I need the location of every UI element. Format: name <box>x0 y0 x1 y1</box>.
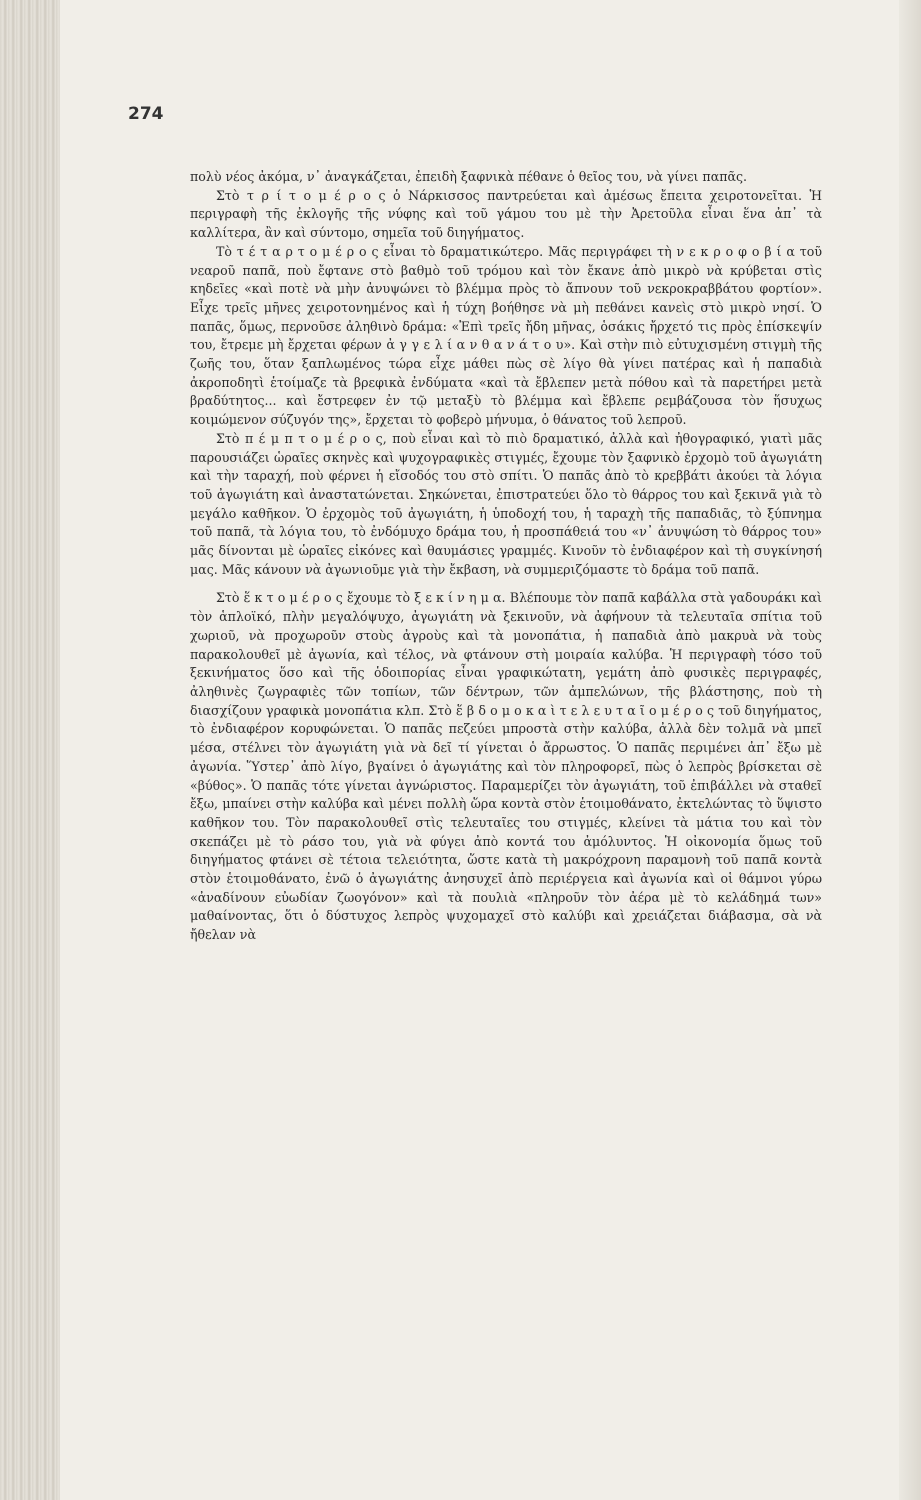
paragraph: Στὸ τ ρ ί τ ο μ έ ρ ο ς ὁ Νάρκισσος παντρεύεται καὶ ἀμέσως ἔπειτα χειροτονεῖται. Ἡ περιγραφὴ τῆς ἐκλογῆς τῆς νύφης καὶ τοῦ γάμου του μὲ τὴν Ἀρετοῦλα εἶναι ἕνα ἀπ᾽ τὰ καλλίτερα, ἂν καὶ σύντομο, σημεῖα τοῦ διηγήματος. <box>190 187 822 241</box>
paragraph: Στὸ ἕ κ τ ο μ έ ρ ο ς ἔχουμε τὸ ξ ε κ ί ν η μ α. Βλέπουμε τὸν παπᾶ καβάλλα στὰ γαδουράκι καὶ τὸν ἁπλοϊκό, πλὴν μεγαλόψυχο, ἀγωγιάτη νὰ ξεκινοῦν, νὰ ἀφήνουν τὰ τελευταῖα σπίτια τοῦ χωριοῦ, νὰ προχωροῦν στοὺς ἀγροὺς καὶ τὰ μονοπάτια, ἡ παπαδιὰ ἀπὸ μακρυὰ νὰ τοὺς παρακολουθεῖ μὲ ἀγωνία, καὶ τέλος, νὰ φτάνουν στὴ μοιραία καλύβα. Ἡ περιγραφὴ τόσο τοῦ ξεκινήματος ὅσο καὶ τῆς ὁδοιπορίας εἶναι γραφικώτατη, γεμάτη ἀπὸ φυσικὲς περιγραφές, ἀληθινὲς ζωγραφιὲς τῶν τοπίων, τῶν δέντρων, τῶν ἀμπελώνων, τῆς βλάστησης, ποὺ τὴ διασχίζουν γραφικὰ μονοπάτια κλπ. Στὸ ἕ β δ ο μ ο κ α ὶ τ ε λ ε υ τ α ῖ ο μ έ ρ ο ς τοῦ διηγήματος, τὸ ἐνδιαφέρον κορυφώνεται. Ὁ παπᾶς πεζεύει μπροστὰ στὴν καλύβα, ἀλλὰ δὲν τολμᾶ νὰ μπεῖ μέσα, στέλνει τὸν ἀγωγιάτη γιὰ νὰ δεῖ τί γίνεται ὁ ἄρρωστος. Ὁ παπᾶς περιμένει ἀπ᾽ ἔξω μὲ ἀγωνία. Ὕστερ᾽ ἀπὸ λίγο, βγαίνει ὁ ἀγωγιάτης καὶ τὸν πληροφορεῖ, πὼς ὁ λεπρὸς βρίσκεται σὲ «βύθος». Ὁ παπᾶς τότε γίνεται ἀγνώριστος. Παραμερίζει τὸν ἀγωγιάτη, τοῦ ἐπιβάλλει νὰ σταθεῖ ἔξω, μπαίνει στὴν καλύβα καὶ μένει πολλὴ ὥρα κοντὰ στὸν ἑτοιμοθάνατο, ἐκτελώντας τὸ ὕψιστο καθῆκον του. Τὸν παρακολουθεῖ στὶς τελευταῖες του στιγμές, κλείνει τὰ μάτια του καὶ τὸν σκεπάζει μὲ τὸ ράσο του, γιὰ νὰ φύγει ἀπὸ κοντά του ἀμόλυντος. Ἡ οἰκονομία ὅμως τοῦ διηγήματος φτάνει σὲ τέτοια τελειότητα, ὥστε κατὰ τὴ μακρόχρονη παραμονὴ τοῦ παπᾶ κοντὰ στὸν ἑτοιμοθάνατο, ἐνῶ ὁ ἀγωγιάτης ἀνησυχεῖ ἀπὸ περιέργεια καὶ ἀγωνία καὶ οἱ θάμνοι γύρω «ἀναδίνουν εὐωδίαν ζωογόνον» καὶ τὰ πουλιὰ «πληροῦν τὸν ἀέρα μὲ τὸ κελάδημά των» μαθαίνοντας, ὅτι ὁ δύστυχος λεπρὸς ψυχομαχεῖ στὸ καλύβι καὶ χρειάζεται διάβασμα, σὰ νὰ ἤθελαν νὰ <box>190 590 822 943</box>
paragraph: Τὸ τ έ τ α ρ τ ο μ έ ρ ο ς εἶναι τὸ δραματικώτερο. Μᾶς περιγράφει τὴ ν ε κ ρ ο φ ο β ί α τοῦ νεαροῦ παπᾶ, ποὺ ἔφτανε στὸ βαθμὸ τοῦ τρόμου καὶ τὸν ἔκανε ἀπὸ μικρὸ νὰ κρύβεται στὶς κηδεῖες «καὶ ποτὲ νὰ μὴν ἀνυψώνει τὸ βλέμμα πρὸς τὸ ἄπνουν τοῦ νεκροκραββάτου φορτίον». Εἶχε τρεῖς μῆνες χειροτονημένος καὶ ἡ τύχη βοήθησε νὰ μὴ πεθάνει κανεὶς στὸ μικρὸ νησί. Ὁ παπᾶς, ὅμως, περνοῦσε ἀληθινὸ δράμα: «Ἐπὶ τρεῖς ἤδη μῆνας, ὁσάκις ἤρχετό τις πρὸς ἐπίσκεψίν του, ἔτρεμε μὴ ἔρχεται φέρων ἀ γ γ ε λ ί α ν θ α ν ά τ ο υ». Καὶ στὴν πιὸ εὐτυχισμένη στιγμὴ τῆς ζωῆς του, ὅταν ξαπλωμένος τώρα εἶχε μάθει πὼς σὲ λίγο θὰ γίνει πατέρας καὶ ἡ παπαδιὰ ἀκροποδητὶ ἑτοίμαζε τὰ βρεφικὰ ἐνδύματα «καὶ τὰ ἔβλεπεν μετὰ πόθου καὶ τὰ παρετήρει μετὰ βραδύτητος... καὶ ἔστρεφεν ἐν τῷ μεταξὺ τὸ βλέμμα καὶ ἔβλεπε ρεμβάζουσα τὸν ἥσυχως κοιμώμενον σύζυγόν της», ἔρχεται τὸ φοβερὸ μήνυμα, ὁ θάνατος τοῦ λεπροῦ. <box>190 243 822 428</box>
paragraph: Στὸ π έ μ π τ ο μ έ ρ ο ς, ποὺ εἶναι καὶ τὸ πιὸ δραματικό, ἀλλὰ καὶ ἠθογραφικό, γιατὶ μᾶς παρουσιάζει ὡραῖες σκηνὲς καὶ ψυχογραφικὲς στιγμές, ἔχουμε τὸν ξαφνικὸ ἐρχομὸ τοῦ ἀγωγιάτη καὶ τὴν ταραχή, ποὺ φέρνει ἡ εἴσοδός του στὸ σπίτι. Ὁ παπᾶς ἀπὸ τὸ κρεββάτι ἀκούει τὰ λόγια τοῦ ἀγωγιάτη καὶ ἀναστατώνεται. Σηκώνεται, ἐπιστρατεύει ὅλο τὸ θάρρος του καὶ ξεκινᾶ γιὰ τὸ μεγάλο καθῆκον. Ὁ ἐρχομὸς τοῦ ἀγωγιάτη, ἡ ὑποδοχή του, ἡ ταραχὴ τῆς παπαδιᾶς, τὸ ξύπνημα τοῦ παπᾶ, τὰ λόγια του, τὸ ἐνδόμυχο δράμα του, ἡ προσπάθειά του «ν᾽ ἀνυψώση τὸ θάρρος του» μᾶς δίνονται μὲ ὡραῖες εἰκόνες καὶ θαυμάσιες γραμμές. Κινοῦν τὸ ἐνδιαφέρον καὶ τὴ συγκίνησή μας. Μᾶς κάνουν νὰ ἀγωνιοῦμε γιὰ τὴν ἔκβαση, νὰ συμμεριζόμαστε τὸ δράμα τοῦ παπᾶ. <box>190 430 822 577</box>
page-stack-edges <box>0 0 60 1500</box>
body-text <box>190 168 822 945</box>
page-number: 274 <box>128 104 164 124</box>
paragraph: πολὺ νέος ἀκόμα, ν᾽ ἀναγκάζεται, ἐπειδὴ ξαφνικὰ πέθανε ὁ θεῖος του, νὰ γίνει παπᾶς. <box>190 169 748 184</box>
right-page-edge <box>899 0 921 1500</box>
